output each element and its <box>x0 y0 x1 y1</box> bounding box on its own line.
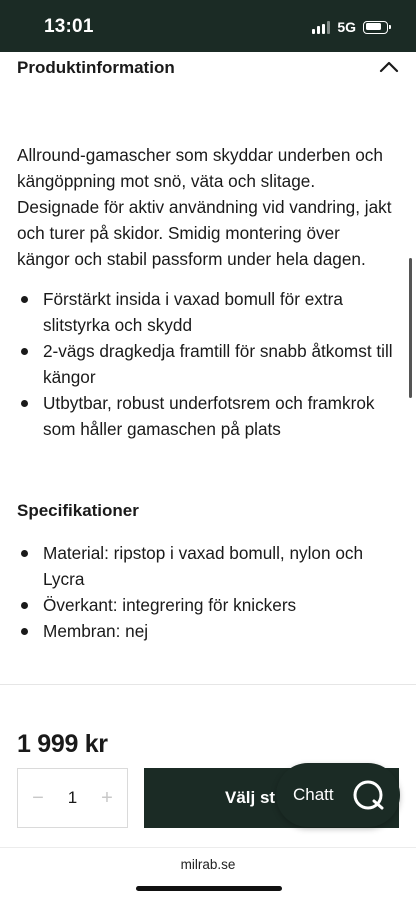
home-indicator[interactable] <box>136 886 282 891</box>
bottom-divider <box>0 847 416 848</box>
status-bar <box>0 0 416 52</box>
list-item: 2-vägs dragkedja framtill för snabb åtkomst till kängor <box>17 338 397 390</box>
quantity-value[interactable]: 1 <box>67 788 78 807</box>
feature-list <box>17 286 397 442</box>
specifications-heading: Specifikationer <box>17 501 139 520</box>
increment-button[interactable]: + <box>101 786 113 809</box>
status-time: 13:01 <box>44 16 94 37</box>
battery-icon <box>363 21 388 34</box>
status-icons <box>312 19 388 35</box>
chevron-up-icon[interactable] <box>378 56 400 78</box>
accordion-header[interactable] <box>0 52 416 84</box>
divider <box>0 684 416 685</box>
list-item: Material: ripstop i vaxad bomull, nylon och Lycra <box>17 540 397 592</box>
chat-bubble-icon <box>350 777 386 813</box>
scrollbar[interactable] <box>409 258 412 398</box>
decrement-button[interactable]: − <box>32 786 44 809</box>
chat-button[interactable] <box>276 763 400 827</box>
specifications-list <box>17 540 397 644</box>
price: 1 999 kr <box>17 730 108 758</box>
quantity-stepper <box>17 768 128 828</box>
chat-label: Chatt <box>293 785 334 804</box>
network-label: 5G <box>337 19 356 35</box>
product-description: Allround-gamascher som skyddar underben och kängöppning mot snö, väta och slitage. Designade för aktiv användning vid vandring, jakt och turer på skidor. Smidig montering över kängor och stabil passform under hela dagen. <box>17 145 392 269</box>
browser-url[interactable]: milrab.se <box>180 857 236 872</box>
select-size-label: Välj st <box>225 788 276 807</box>
list-item: Förstärkt insida i vaxad bomull för extra slitstyrka och skydd <box>17 286 397 338</box>
list-item: Utbytbar, robust underfotsrem och framkrok som håller gamaschen på plats <box>17 390 397 442</box>
accordion-title: Produktinformation <box>17 58 175 77</box>
list-item: Membran: nej <box>17 618 397 644</box>
signal-icon <box>312 21 330 34</box>
list-item: Överkant: integrering för knickers <box>17 592 397 618</box>
